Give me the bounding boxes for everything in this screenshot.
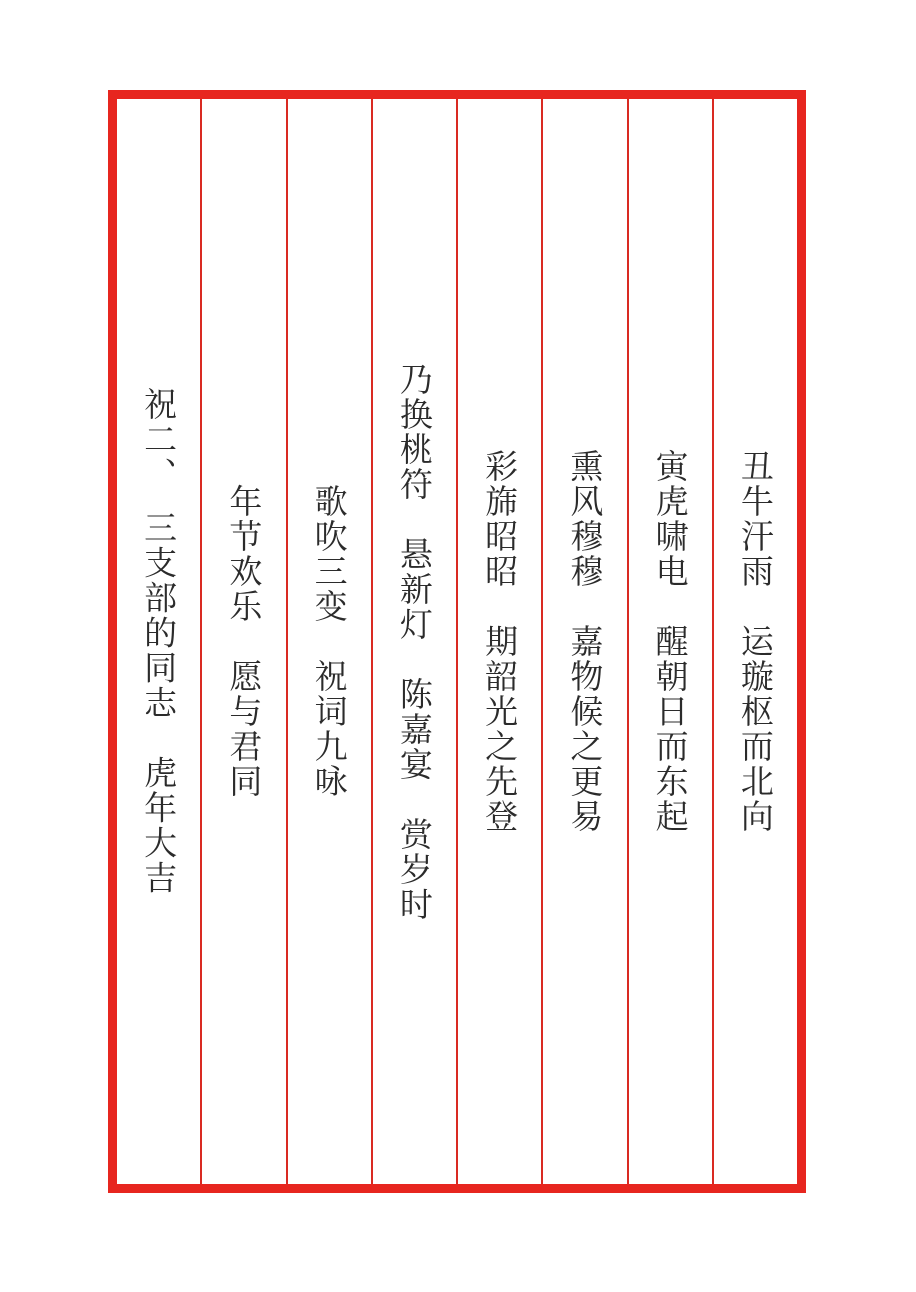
verse-text-4: 彩旆昭昭 期韶光之先登	[480, 449, 520, 834]
verse-text-1: 丑牛汗雨 运璇枢而北向	[735, 449, 775, 834]
verse-column-7	[202, 99, 287, 1184]
verse-text-6: 歌吹三变 祝词九咏	[309, 484, 349, 799]
verse-column-8	[117, 99, 202, 1184]
verse-text-8: 祝二、 三支部的同志 虎年大吉	[139, 387, 179, 896]
verse-columns	[117, 99, 797, 1184]
verse-text-3: 熏风穆穆 嘉物候之更易	[565, 449, 605, 834]
verse-text-7: 年节欢乐 愿与君同	[224, 484, 264, 799]
verse-column-5	[373, 99, 458, 1184]
verse-column-4	[458, 99, 543, 1184]
verse-column-3	[543, 99, 628, 1184]
red-border-frame	[108, 90, 806, 1193]
verse-column-6	[288, 99, 373, 1184]
verse-text-5: 乃换桃符 悬新灯 陈嘉宴 赏岁时	[394, 361, 434, 922]
verse-column-1	[714, 99, 797, 1184]
verse-text-2: 寅虎啸电 醒朝日而东起	[650, 449, 690, 834]
verse-column-2	[629, 99, 714, 1184]
